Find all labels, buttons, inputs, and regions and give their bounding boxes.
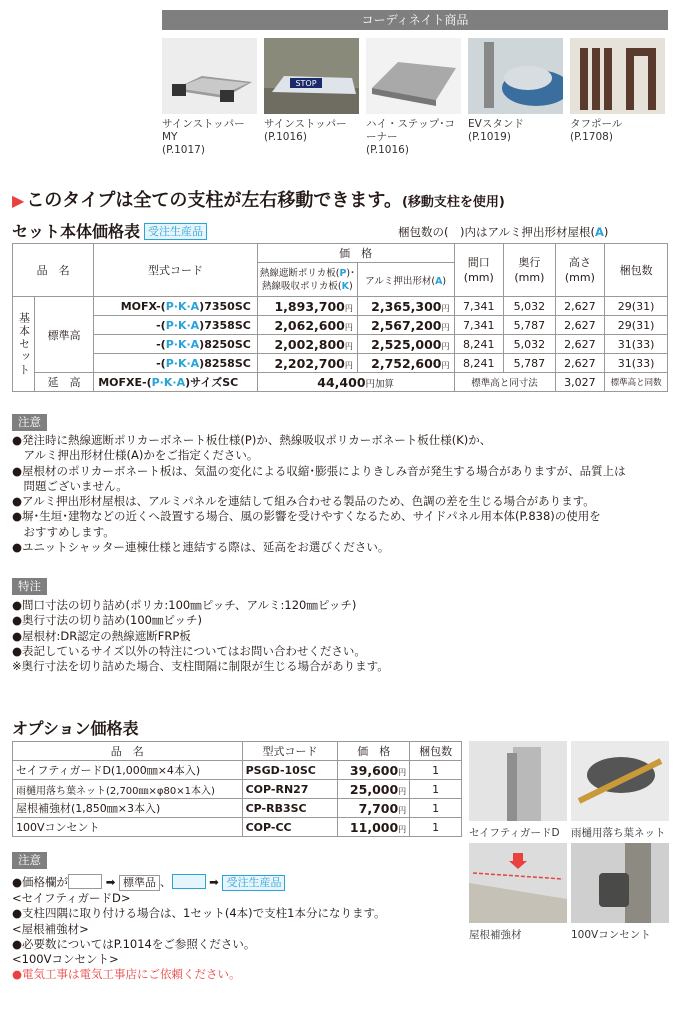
set-row-extended: 延 高 MOFXE-(P·K·A)サイズSC 44,400円加算 標準高と同寸法 3,027 標準高と同数 [13,373,668,392]
header-price: 価 格 [257,244,454,263]
option-row: 雨樋用落ち葉ネット(2,700㎜×φ80×1本入) COP-RN27 25,000円 1 [13,780,462,799]
leaf-net-photo [571,741,669,821]
notes-special: ●間口寸法の切り詰め(ポリカ:100㎜ピッチ、アルミ:120㎜ピッチ) ●奥行寸法の切り詰め(100㎜ピッチ) ●屋根材:DR認定の熱線遮断FRP板 ●表記しているサイズ以外の特注についてはお問い合わせください。 ※奥行寸法を切り詰めた場合、支柱間隔に制限が生じる場合があります。 [12,598,389,674]
ev-stand-photo [468,38,563,114]
notes-special-header: 特注 [12,578,47,595]
notes-caution-header: 注意 [12,414,47,431]
legend-order-tag: 受注生産品 [222,875,285,891]
set-price-table [12,243,668,392]
header-width: 間口 (mm) [454,244,504,297]
coordinate-products-header: コーディネイト商品 [162,10,668,30]
made-to-order-badge: 受注生産品 [144,223,207,240]
legend-white-box [68,874,102,889]
sign-stopper-photo [264,38,359,114]
header-packs: 梱包数 [605,244,668,297]
notes-option-header: 注意 [12,852,47,869]
set-price-title: セット本体価格表 受注生産品 [12,219,207,242]
safety-guard-photo [469,741,567,821]
header-height: 高さ (mm) [555,244,605,297]
opt-header-name: 品 名 [13,742,243,761]
set-row: -(P·K·A)8258SC 2,202,700円 2,752,600円 8,241 5,787 2,627 31(33) [13,354,668,373]
legend-blue-box [172,874,206,889]
roof-reinforcement-photo [469,843,567,923]
pack-note: 梱包数の( )内はアルミ押出形材屋根(A) [398,225,609,239]
high-step-corner-photo [366,38,461,114]
header-name: 品 名 [13,244,94,297]
product-sign-stopper[interactable]: STOP サインストッパー (P.1016) [264,38,359,144]
product-ev-stand[interactable]: EVスタンド (P.1019) [468,38,563,144]
group-label: 基本セット [13,297,35,392]
set-row: 基本セット 標準高 MOFX-(P·K·A)7350SC 1,893,700円 2,365,300円 7,341 5,032 2,627 29(31) [13,297,668,316]
sign-stopper-my-photo [162,38,257,114]
option-price-table [12,741,462,837]
opt-header-price: 価 格 [338,742,410,761]
product-high-step-corner[interactable]: ハイ・ステップ･コーナー (P.1016) [366,38,461,157]
sub-group-label: 標準高 [34,297,93,373]
option-price-title: オプション価格表 [12,719,139,738]
header-code: 型式コード [94,244,258,297]
option-row: セイフティガードD(1,000㎜×4本入) PSGD-10SC 39,600円 1 [13,761,462,780]
headline-main: このタイプは全ての支柱が左右移動できます。 [26,190,402,211]
header-price-a: アルミ押出形材(A) [357,263,454,297]
headline [12,186,505,212]
headline-sub: (移動支柱を使用) [401,195,505,210]
stop-label: STOP [295,79,317,88]
notes-option: ●価格欄が ➡ 標準品 、 ➡ 受注生産品 <セイフティガードD> ●支柱四隅に取り付ける場合は、1セット(4本)で支柱1本分になります。 <屋根補強材> ●必要数についてはP.1014をご参照ください。 <100Vコンセント> ●電気工事は電気工事店にご依頼ください。 [12,875,386,982]
notes-caution: ●発注時に熱線遮断ポリカーボネート板仕様(P)か、熱線吸収ポリカーボネート板仕様(K)か、 アルミ押出形材仕様(A)かをご指定ください。 ●屋根材のポリカーボネート板は、気温の変化による収縮･膨張によりきしみ音が発生する場合がありますが、品質上は 問題ございません。 ●アルミ押出形材屋根は、アルミパネルを連結して組み合わせる製品のため、色調の差を生じる場合があります。 ●塀･生垣･建物などの近くへ設置する場合、風の影響を受けやすくなるため、サイドパネル用本体(P.838)の使用を おすすめします。 ●ユニットシャッター連棟仕様と連結する際は、延高をお選びください。 [12,433,626,555]
set-row: -(P·K·A)7358SC 2,062,600円 2,567,200円 7,341 5,787 2,627 29(31) [13,316,668,335]
option-row: 屋根補強材(1,850㎜×3本入) CP-RB3SC 7,700円 1 [13,799,462,818]
opt-header-packs: 梱包数 [410,742,462,761]
triangle-icon: ▶ [12,191,25,210]
header-price-pk: 熱線遮断ポリカ板(P)･ 熱線吸収ポリカ板(K) [257,263,357,297]
set-row: -(P·K·A)8250SC 2,002,800円 2,525,000円 8,241 5,032 2,627 31(33) [13,335,668,354]
opt-header-code: 型式コード [242,742,338,761]
legend-standard-tag: 標準品 [119,875,160,891]
product-sign-stopper-my[interactable]: サインストッパーMY (P.1017) [162,38,257,157]
tough-pole-photo [570,38,665,114]
header-depth: 奥行 (mm) [504,244,556,297]
product-tough-pole[interactable]: タフポール (P.1708) [570,38,665,144]
outlet-photo [571,843,669,923]
option-row: 100Vコンセント COP-CC 11,000円 1 [13,818,462,837]
